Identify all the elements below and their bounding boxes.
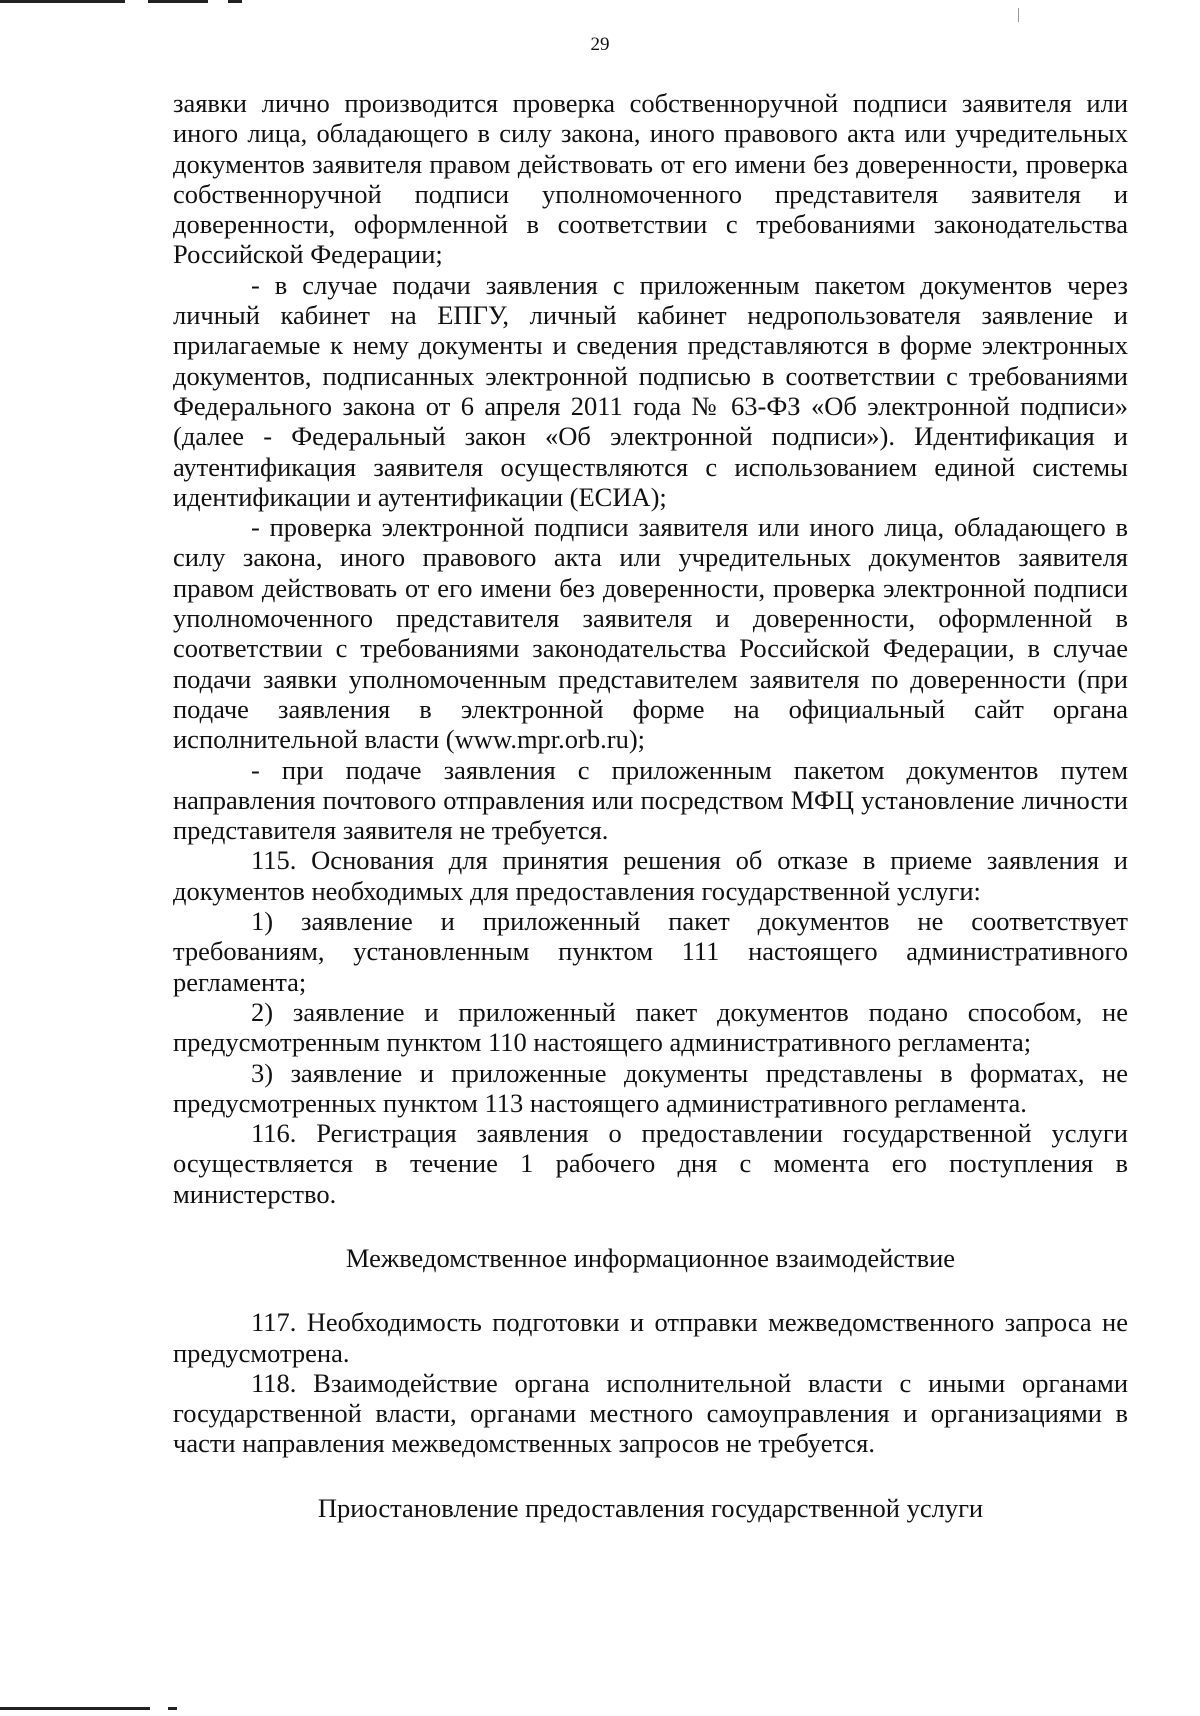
paragraph-2: - в случае подачи заявления с приложенным пакетом документов через личный кабинет на ЕПГУ, личный кабинет недропользователя заявление и прилагаемые к нему документы и сведения представляются в форме электронных документов, подписанных электронной подписью в соответствии с требованиями Федерального закона от 6 апреля 2011 года № 63-ФЗ «Об электронной подписи» (далее - Федеральный закон «Об электронной подписи»). Идентификация и аутентификация заявителя осуществляются с использованием единой системы идентификации и аутентификации (ЕСИА);	[173, 269, 1128, 512]
paragraph-3: - проверка электронной подписи заявителя или иного лица, обладающего в силу закона, иного правового акта или учредительных документов заявителя правом действовать от его имени без доверенности, проверка электронной подписи уполномоченного представителя заявителя и доверенности, оформленной в соответствии с требованиями законодательства Российской Федерации, в случае подачи заявки уполномоченным представителем заявителя по доверенности (при подаче заявления в электронной форме на официальный сайт органа исполнительной власти (www.mpr.orb.ru);	[173, 512, 1128, 755]
paragraph-117: 117. Необходимость подготовки и отправки межведомственного запроса не предусмотрена.	[173, 1307, 1128, 1368]
paragraph-115-2: 2) заявление и приложенный пакет документов подано способом, не предусмотренным пунктом 110 настоящего административного регламента;	[173, 996, 1128, 1058]
paragraph-4: - при подаче заявления с приложенным пакетом документов путем направления почтового отправления или посредством МФЦ установление личности представителя заявителя не требуется.	[173, 754, 1128, 846]
paragraph-1: заявки лично производится проверка собственноручной подписи заявителя или иного лица, обладающего в силу закона, иного правового акта или учредительных документов заявителя правом действовать от его имени без доверенности, проверка собственноручной подписи уполномоченного представителя заявителя и доверенности, оформленной в соответствии с требованиями законодательства Российской Федерации;	[173, 88, 1128, 270]
spacer	[173, 1459, 1128, 1493]
paragraph-116: 116. Регистрация заявления о предоставлении государственной услуги осуществляется в течение 1 рабочего дня с момента его поступления в министерство.	[173, 1118, 1128, 1209]
section-heading-interagency: Межведомственное информационное взаимодействие	[345, 1242, 956, 1273]
paragraph-115-3: 3) заявление и приложенные документы представлены в форматах, не предусмотренных пунктом 113 настоящего административного регламента.	[173, 1057, 1128, 1118]
spacer	[173, 1273, 1128, 1307]
scan-artifact-right-edge	[1018, 8, 1019, 22]
scan-artifact-top-mid	[148, 0, 208, 3]
spacer	[173, 1209, 1128, 1243]
page-number: 29	[590, 34, 610, 55]
section-heading-suspension: Приостановление предоставления государственной услуги	[317, 1492, 984, 1523]
paragraph-115: 115. Основания для принятия решения об отказе в приеме заявления и документов необходимых для предоставления государственной услуги:	[173, 845, 1128, 906]
scan-artifact-top-left	[0, 0, 125, 3]
paragraph-118: 118. Взаимодействие органа исполнительной власти с иными органами государственной власти, органами местного самоуправления и организациями в части направления межведомственных запросов не требуется.	[173, 1367, 1128, 1459]
scan-artifact-bottom-mid	[168, 1707, 177, 1710]
document-body	[173, 88, 1128, 1523]
scan-artifact-bottom-left	[0, 1707, 150, 1710]
scan-artifact-top-mid2	[228, 0, 242, 3]
paragraph-115-1: 1) заявление и приложенный пакет документов не соответствует требованиям, установленным пунктом 111 настоящего административного регламента;	[173, 906, 1128, 997]
